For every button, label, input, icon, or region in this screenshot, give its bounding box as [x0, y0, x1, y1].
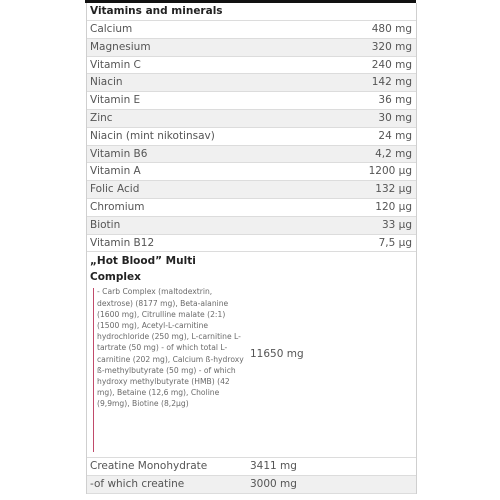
nutrient-amount: 3000 mg [250, 478, 297, 491]
nutrient-amount: 33 µg [381, 218, 412, 231]
table-row [87, 199, 416, 217]
table-header [87, 3, 416, 21]
table-row [87, 163, 416, 181]
table-row [87, 57, 416, 75]
nutrient-amount: 3411 mg [250, 460, 297, 473]
nutrient-amount: 480 mg [371, 23, 412, 35]
table-row [87, 181, 416, 199]
nutrient-amount: 320 mg [371, 40, 412, 53]
table-row [87, 458, 416, 476]
nutrition-table [86, 3, 417, 494]
nutrient-amount: 36 mg [378, 94, 412, 107]
nutrient-name: Vitamin B12 [90, 236, 155, 249]
nutrient-amount: 24 mg [378, 129, 412, 142]
table-header-label: Vitamins and minerals [90, 5, 223, 17]
nutrient-name: Biotin [90, 218, 121, 231]
nutrient-name: Niacin (mint nikotinsav) [90, 129, 215, 142]
nutrient-name: Zinc [90, 111, 113, 124]
table-row [87, 235, 416, 253]
table-row [87, 476, 416, 494]
table-row [87, 146, 416, 164]
nutrient-name: Calcium [90, 23, 133, 35]
nutrient-name: Niacin [90, 76, 123, 89]
table-row [87, 39, 416, 57]
nutrient-name: Vitamin B6 [90, 147, 148, 160]
nutrient-name: Vitamin E [90, 94, 141, 107]
nutrient-amount: 240 mg [371, 58, 412, 71]
table-row [87, 92, 416, 110]
nutrient-name: Magnesium [90, 40, 151, 53]
nutrient-amount: 7,5 µg [378, 236, 412, 249]
nutrient-amount: 30 mg [378, 111, 412, 124]
nutrient-amount: 4,2 mg [375, 147, 412, 160]
nutrient-name: Chromium [90, 200, 145, 213]
nutrient-name: Folic Acid [90, 183, 140, 196]
table-row [87, 21, 416, 39]
complex-description: - Carb Complex (maltodextrin, dextrose) (8177 mg), Beta-alanine (1600 mg), Citrulline malate (2:1) (1500 mg), Acetyl-L-carnitine hydrochloride (250 mg), L-carnitine L-tartrate (50 mg) - of which total L-carnitine (202 mg), Calcium ß-hydroxy ß-methylbutyrate (50 mg) - of which hydroxy methylbutyrate (HMB) (42 mg), Betaine (12,6 mg), Choline (9,9mg), Biotine (8,2µg) [97, 287, 244, 409]
table-row [87, 74, 416, 92]
complex-title: „Hot Blood” Multi Complex [90, 255, 196, 284]
nutrient-amount: 120 µg [375, 200, 412, 213]
nutrient-amount: 132 µg [375, 183, 412, 196]
complex-accent-bar [93, 288, 94, 452]
nutrient-name: Vitamin A [90, 165, 141, 178]
table-row [87, 217, 416, 235]
nutrient-name: -of which creatine [90, 478, 185, 491]
nutrient-amount: 1200 µg [368, 165, 412, 178]
table-row [87, 128, 416, 146]
nutrient-name: Vitamin C [90, 58, 141, 71]
nutrient-amount: 142 mg [371, 76, 412, 89]
complex-row [87, 252, 416, 458]
complex-amount: 11650 mg [250, 348, 304, 361]
nutrient-name: Creatine Monohydrate [90, 460, 208, 473]
table-row [87, 110, 416, 128]
